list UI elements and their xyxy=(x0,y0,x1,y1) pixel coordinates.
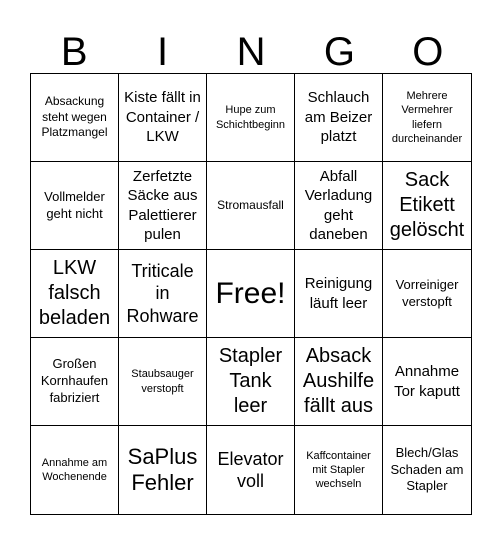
bingo-cell-free[interactable]: Free! xyxy=(207,250,295,338)
bingo-cell-r4c1[interactable]: Großen Kornhaufen fabriziert xyxy=(31,338,119,426)
bingo-cell-r3c5[interactable]: Vorreiniger verstopft xyxy=(383,250,471,338)
bingo-cell-r1c5[interactable]: Mehrere Vermehrer liefern durcheinander xyxy=(383,74,471,162)
bingo-cell-r2c2[interactable]: Zerfetzte Säcke aus Palettierer pulen xyxy=(119,162,207,250)
header-letter-b: B xyxy=(60,30,88,74)
bingo-cell-r5c4[interactable]: Kaffcontainer mit Stapler wechseln xyxy=(295,426,383,514)
bingo-cell-r1c4[interactable]: Schlauch am Beizer platzt xyxy=(295,74,383,162)
bingo-cell-r2c5[interactable]: Sack Etikett gelöscht xyxy=(383,162,471,250)
bingo-cell-r4c3[interactable]: Stapler Tank leer xyxy=(207,338,295,426)
header-letter-i: I xyxy=(157,30,169,74)
bingo-cell-r1c3[interactable]: Hupe zum Schichtbeginn xyxy=(207,74,295,162)
bingo-cell-r3c4[interactable]: Reinigung läuft leer xyxy=(295,250,383,338)
bingo-cell-r3c1[interactable]: LKW falsch beladen xyxy=(31,250,119,338)
bingo-cell-r4c4[interactable]: Absack Aushilfe fällt aus xyxy=(295,338,383,426)
bingo-cell-r5c3[interactable]: Elevator voll xyxy=(207,426,295,514)
bingo-cell-r4c2[interactable]: Staubsauger verstopft xyxy=(119,338,207,426)
bingo-cell-r2c3[interactable]: Stromausfall xyxy=(207,162,295,250)
header-letter-g: G xyxy=(323,30,355,74)
bingo-cell-r1c2[interactable]: Kiste fällt in Container / LKW xyxy=(119,74,207,162)
bingo-cell-r5c1[interactable]: Annahme am Wochenende xyxy=(31,426,119,514)
header-letter-n: N xyxy=(236,30,266,74)
bingo-cell-r5c2[interactable]: SaPlus Fehler xyxy=(119,426,207,514)
bingo-card xyxy=(30,73,472,515)
bingo-cell-r4c5[interactable]: Annahme Tor kaputt xyxy=(383,338,471,426)
bingo-cell-r3c2[interactable]: Triticale in Rohware xyxy=(119,250,207,338)
bingo-cell-r2c4[interactable]: Abfall Verladung geht daneben xyxy=(295,162,383,250)
bingo-cell-r2c1[interactable]: Vollmelder geht nicht xyxy=(31,162,119,250)
bingo-cell-r5c5[interactable]: Blech/Glas Schaden am Stapler xyxy=(390,444,464,494)
bingo-cell-r1c1[interactable]: Absackung steht wegen Platzmangel xyxy=(31,74,119,162)
header-letter-o: O xyxy=(412,30,444,74)
